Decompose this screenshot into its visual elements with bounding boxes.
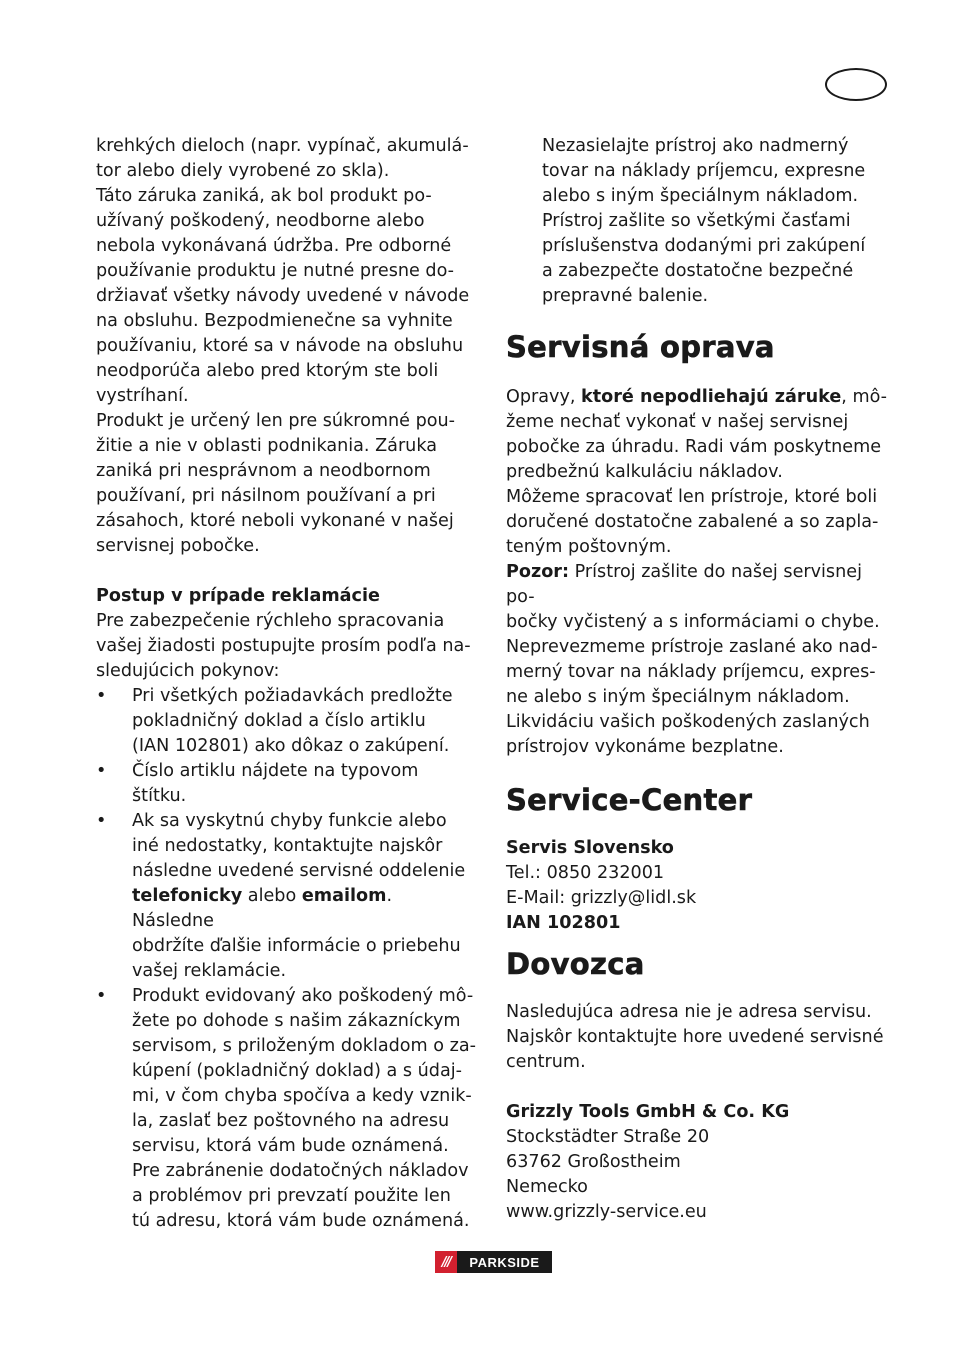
warranty-paragraph-1: krehkých dieloch (napr. vypínač, akumulá- tor alebo diely vyrobené zo skla). [96,136,469,181]
caution-text: bočky vyčistený a s informáciami o chybe. Neprevezmeme prístroje zaslané ako nad- merný tovar na náklady príjemcu, expres- ne alebo s iným špeciálnym nákladom. Likvidáciu vašich poškodených zaslaných prístrojov vykonáme bezplatne. [506,612,880,757]
service-email: E-Mail: grizzly@lidl.sk [506,888,697,908]
claim-steps-list [96,684,476,1234]
claim-intro: Pre zabezpečenie rýchleho spracovania vašej žiadosti postupujte prosím podľa na- sledujúcich pokynov: [96,611,471,681]
service-phone: Tel.: 0850 232001 [506,863,665,883]
repair-text: , mô- [841,387,888,407]
bullet-dot: • [96,761,107,781]
spacer [506,1075,896,1100]
list-item [96,684,476,759]
list-item [96,809,476,984]
caution-paragraph [506,560,896,760]
claim-procedure-heading: Postup v prípade reklamácie [96,586,380,606]
importer-heading: Dovozca [506,947,645,981]
right-column [506,134,896,1225]
shipping-note: Nezasielajte prístroj ako nadmerný tovar na náklady príjemcu, expresne alebo s iným špeciálnym nákladom. Prístroj zašlite so všetkými časťami príslušenstva dodanými pri zakúpení a zabezpečte dostatočne bezpečné prepravné balenie. [542,136,866,306]
warranty-paragraph-2: Táto záruka zaniká, ak bol produkt po- užívaný poškodený, neodborne alebo nebola vykonávaná údržba. Pre odborné používanie produktu je nutné presne do- držiavať všetky návody uvedené v návode na obsluhu. Bezpodmienečne sa vyhnite používaniu, ktoré sa v návode na obsluhu neodporúča alebo pred ktorým ste boli vystríhaní. [96,186,470,406]
caution-label: Pozor: [506,562,570,582]
logo-text: PARKSIDE [469,1254,540,1270]
list-item-text: alebo [242,886,302,906]
list-item-text: Produkt evidovaný ako poškodený mô- žete po dohode s našim zákazníckym servisom, s priloženým dokladom o za- kúpení (pokladničný doklad) a s údaj- mi, v čom chyba spočíva a kedy vznik- la, zaslať bez poštovného na adresu servisu, ktorá vám bude oznámená. Pre zabránenie dodatočných nákladov a problémov pri prevzatí použite len tú adresu, ktorá vám bude oznámená. [132,986,477,1231]
repair-heading: Servisná oprava [506,330,775,364]
bullet-dot: • [96,986,107,1006]
parkside-logo [435,1251,552,1273]
company-name: Grizzly Tools GmbH & Co. KG [506,1102,790,1122]
bullet-dot: • [96,686,107,706]
repair-emphasis: ktoré nepodliehajú záruke [581,387,842,407]
service-name: Servis Slovensko [506,838,674,858]
service-center-heading: Service-Center [506,783,753,817]
list-item-text: Pri všetkých požiadavkách predložte pokladničný doklad a číslo artiklu (IAN 102801) ako dôkaz o zakúpení. [132,686,453,756]
company-address: Stockstädter Straße 20 63762 Großostheim Nemecko www.grizzly-service.eu [506,1127,710,1222]
list-item-text: Číslo artiklu nájdete na typovom štítku. [132,761,419,806]
email-emphasis: emailom [301,886,387,906]
bullet-dot: • [96,811,107,831]
list-item-text: . Následne [132,886,393,931]
warranty-paragraph-3: Produkt je určený len pre súkromné pou- žitie a nie v oblasti podnikania. Záruka zaniká pri nesprávnom a neodbornom používaní, pri násilnom používaní a pri zásahoch, ktoré neboli vykonané v našej servisnej pobočke. [96,411,456,556]
repair-paragraph [506,385,896,560]
caution-text: Prístroj zašlite do našej servisnej po- [506,562,862,607]
left-column [96,134,476,1234]
repair-text: žeme nechať vykonať v našej servisnej pobočke za úhradu. Radi vám poskytneme predbežnú kalkuláciu nákladov. Môžeme spracovať len prístroje, ktoré boli doručené dostatočne zabalené a so zapla- teným poštovným. [506,412,882,557]
language-badge [825,68,887,101]
repair-text: Opravy, [506,387,582,407]
list-item-text: obdržíte ďalšie informácie o priebehu vašej reklamácie. [132,936,461,981]
phone-emphasis: telefonicky [132,886,243,906]
logo-stripes: /// [435,1251,457,1273]
importer-note: Nasledujúca adresa nie je adresa servisu. Najskôr kontaktujte hore uvedené servisné centrum. [506,1002,884,1072]
list-item-text: Ak sa vyskytnú chyby funkcie alebo iné nedostatky, kontaktujte najskôr následne uvedené servisné oddelenie [132,811,466,881]
list-item [96,984,476,1234]
list-item [96,759,476,809]
service-ian: IAN 102801 [506,913,621,933]
